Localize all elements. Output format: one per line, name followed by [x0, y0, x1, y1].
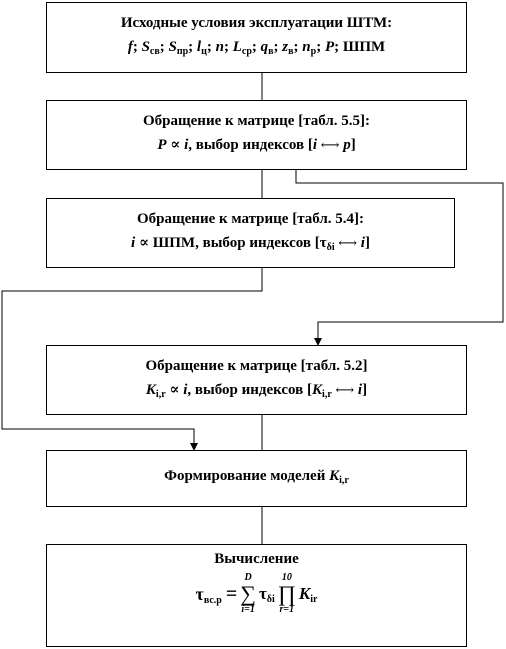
- matrix-5-5-box: [46, 100, 467, 170]
- double-arrow-icon: ⟷: [338, 235, 358, 250]
- initial-conditions-params: f; $S_{св}$; $S_{пр}$; $l_ц$; n; $L_{ср}$; $q_в$; $z_в$; $n_р$; P; ШПМ: [127, 39, 386, 57]
- matrix-5-4-box: [46, 198, 455, 268]
- matrix-5-5-title: Обращение к матрице [табл. 5.5]:: [142, 113, 371, 129]
- matrix-5-2-box: [46, 345, 467, 415]
- matrix-5-5-relation: P ∝ i, выбор индексов [i ⟷ p]: [157, 137, 356, 153]
- double-arrow-icon: ⟷: [335, 382, 355, 397]
- sum-operator: D ∑ i=1: [240, 572, 256, 615]
- compute-box: [46, 544, 467, 647]
- initial-conditions-title: Исходные условия эксплуатации ШТМ:: [120, 15, 393, 31]
- matrix-5-4-relation: i ∝ ШПМ, выбор индексов [$\tau_{\delta i}$ ⟷ i]: [131, 235, 370, 253]
- matrix-5-4-title: Обращение к матрице [табл. 5.4]:: [136, 211, 365, 227]
- form-models-box: [46, 450, 467, 507]
- matrix-5-2-relation: $K_{i,r} \propto i$, выбор индексов [$K_{i,r}$ ⟷ i]: [145, 382, 368, 400]
- matrix-5-2-title: Обращение к матрице [табл. 5.2]: [145, 358, 368, 374]
- compute-formula: $\tau_{вс.р}$ = D ∑ i=1 $\tau_{\delta i}$ 10 ∏ r=1 $K_{ir}$: [195, 572, 318, 615]
- initial-conditions-box: [46, 2, 467, 73]
- double-arrow-icon: ⟷: [320, 137, 340, 152]
- product-operator: 10 ∏ r=1: [277, 572, 296, 615]
- compute-title: Вычисление: [214, 551, 299, 567]
- form-models-text: Формирование моделей $K_{i,r}$: [164, 468, 349, 486]
